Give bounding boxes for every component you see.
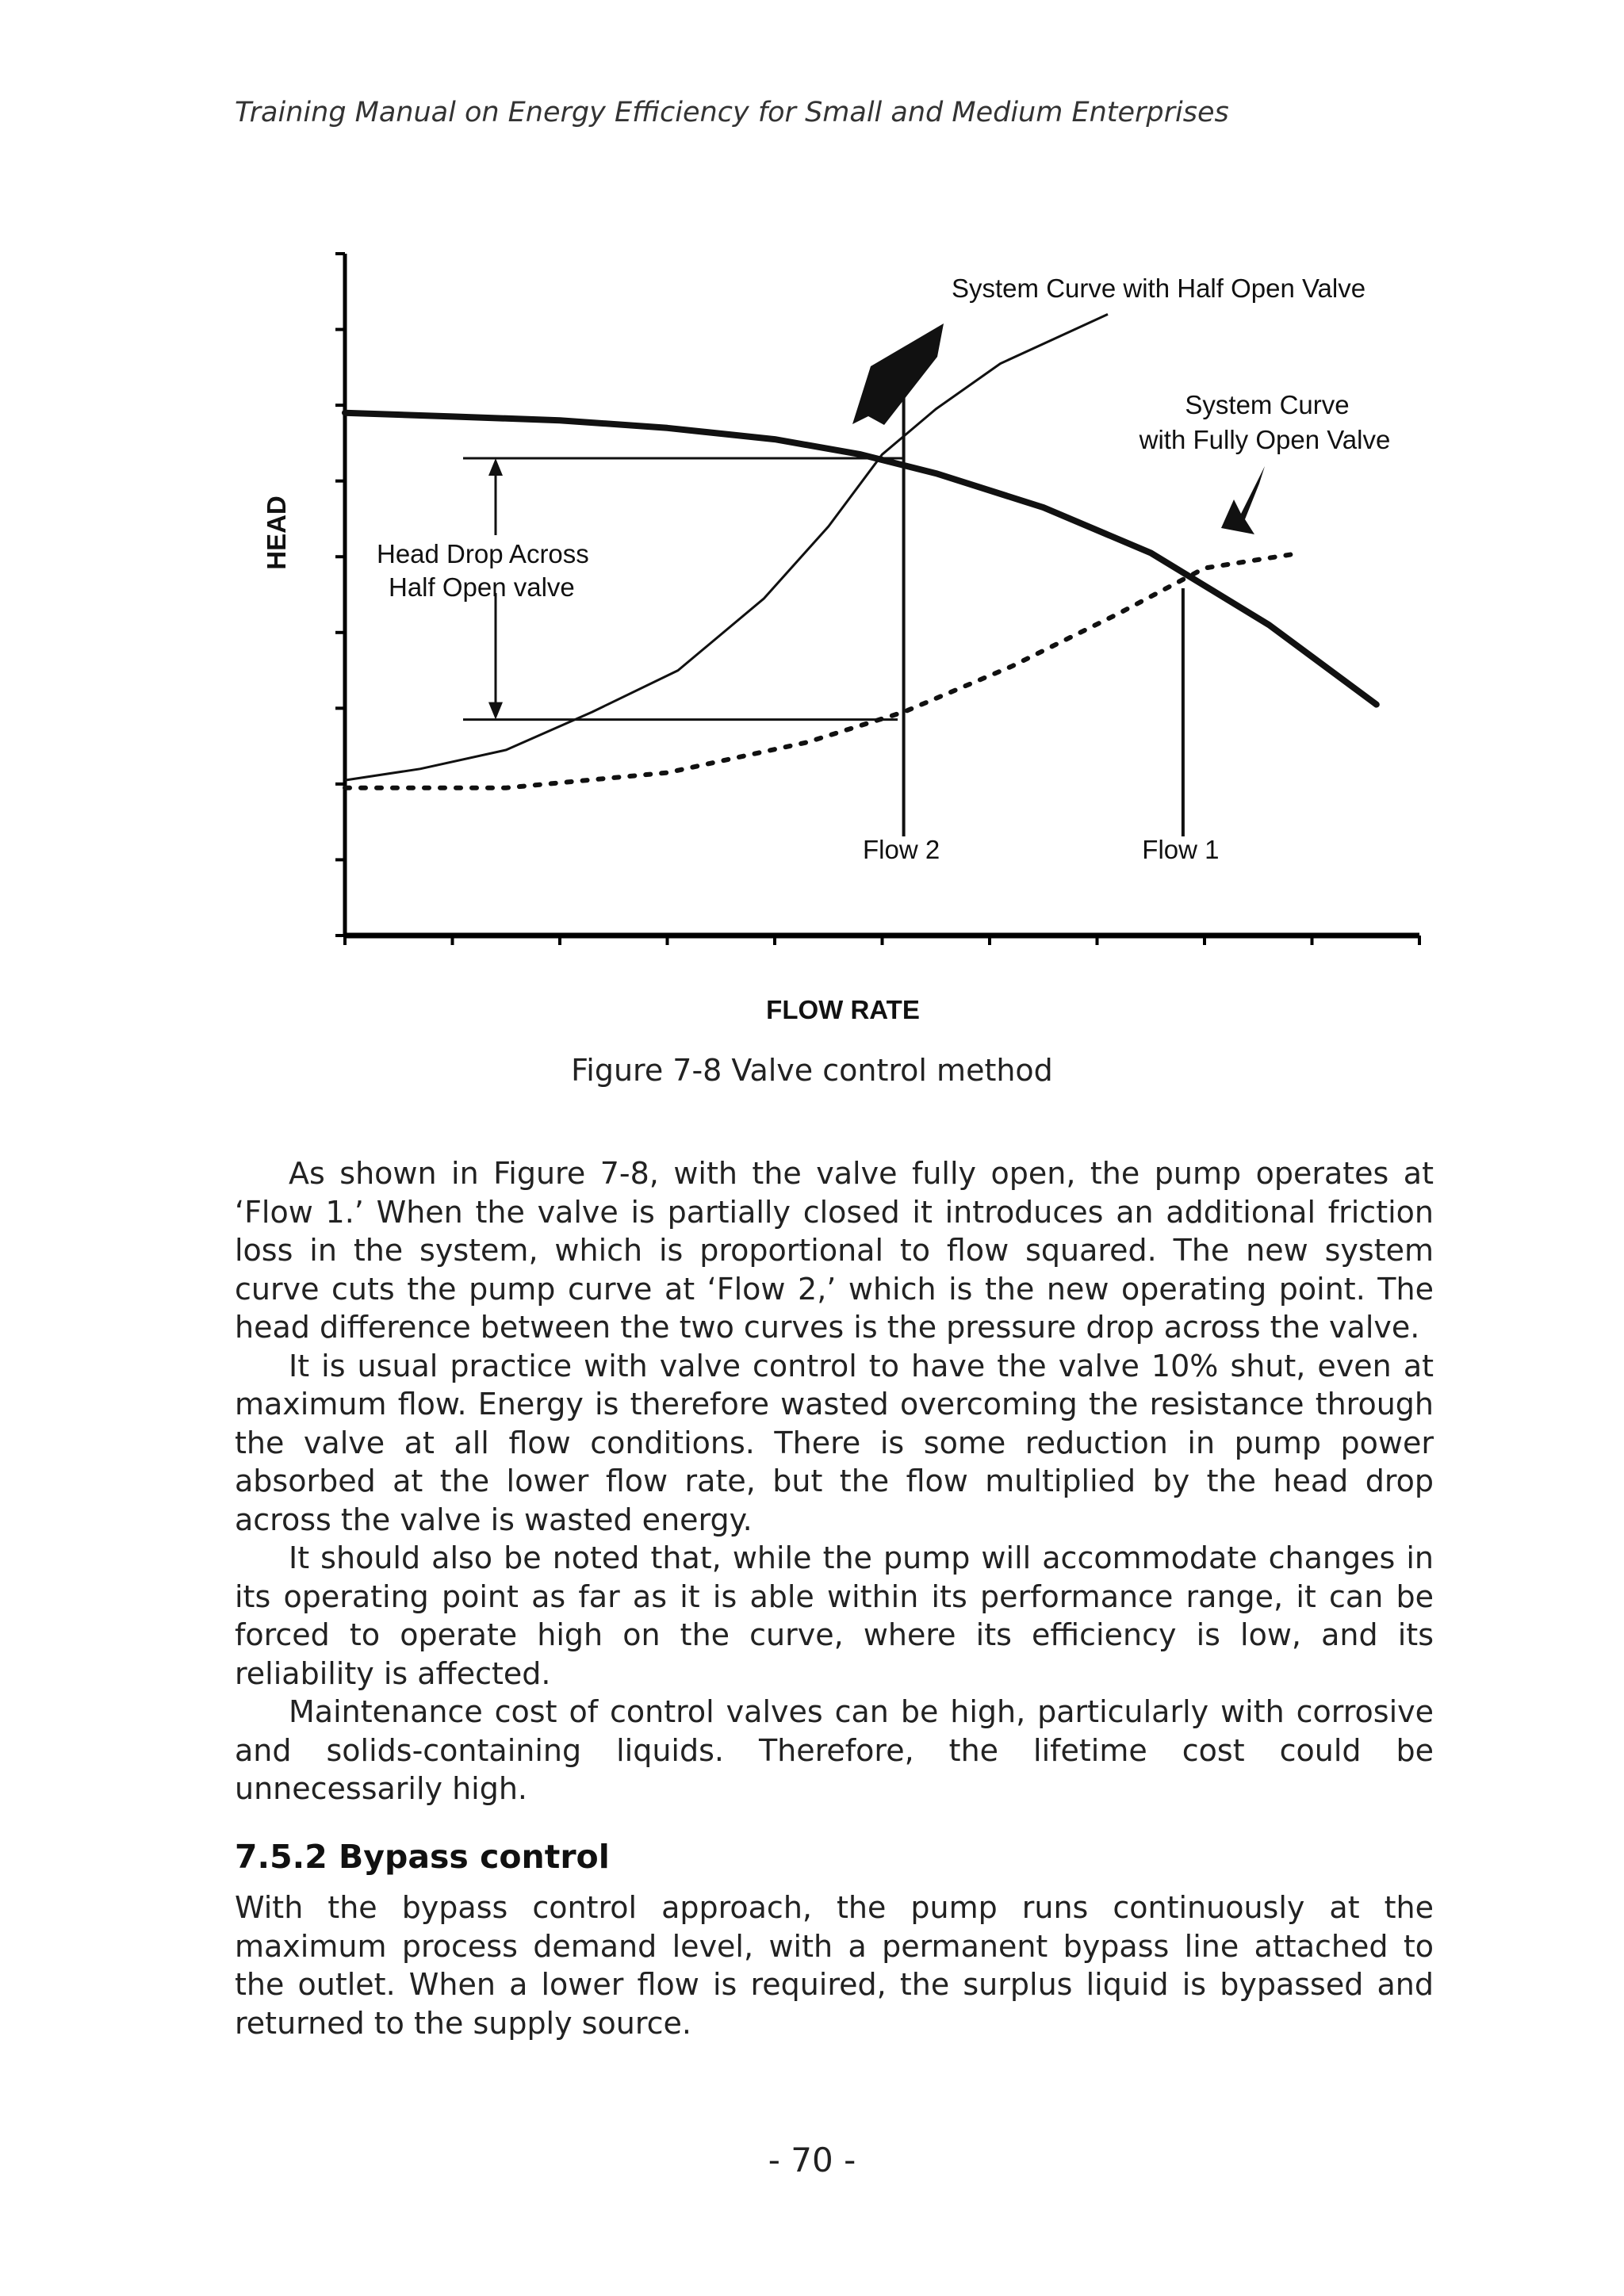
running-header: Training Manual on Energy Efficiency for Small and Medium Enterprises (235, 97, 1229, 128)
label-flow-2: Flow 2 (862, 835, 940, 864)
label-head-drop: Head Drop Across (377, 539, 589, 568)
head-drop-arrow-up (488, 458, 503, 476)
arrow-fully-open-valve (1221, 466, 1265, 534)
paragraph: It should also be noted that, while the pump will accommodate changes in its operating point as far as it is able within its performance range, it can be forced to operate high on the curve, where its efficiency is low, and its reliability is affected. (235, 1540, 1434, 1691)
y-axis-label: HEAD (262, 496, 291, 570)
paragraph: It is usual practice with valve control to have the valve 10% shut, even at maximum flow. Energy is therefore wasted overcoming the resistance through the valve at all flow conditions. There is some reduction in pump power absorbed at the lower flow rate, but the flow multiplied by the head drop across the valve is wasted energy. (235, 1348, 1434, 1537)
label-flow-1: Flow 1 (1142, 835, 1220, 864)
x-axis-label: FLOW RATE (766, 995, 920, 1024)
label-fully-open-valve-curve: with Fully Open Valve (1139, 425, 1391, 454)
label-fully-open-valve-curve: System Curve (1185, 390, 1350, 419)
valve-control-chart (254, 238, 1443, 1047)
body-text (235, 1154, 1434, 1808)
paragraph: With the bypass control approach, the pump runs continuously at the maximum process demand level, with a permanent bypass line attached to the outlet. When a lower flow is required, the surplus liquid is bypassed and returned to the supply source. (235, 1890, 1434, 2041)
chart-annotation-layer (377, 274, 1390, 864)
head-drop-arrow-down (488, 702, 503, 720)
paragraph: As shown in Figure 7-8, with the valve fully open, the pump operates at ‘Flow 1.’ When the valve is partially closed it introduces an additional friction loss in the system, which is proportional to flow squared. The new system curve cuts the pump curve at ‘Flow 2,’ which is the new operating point. The head difference between the two curves is the pressure drop across the valve. (235, 1156, 1434, 1345)
section-body-text (235, 1888, 1434, 2042)
page-number: - 70 - (768, 2141, 856, 2179)
figure-caption: Figure 7-8 Valve control method (571, 1053, 1053, 1088)
section-heading: 7.5.2 Bypass control (235, 1838, 610, 1876)
label-half-open-valve-curve: System Curve with Half Open Valve (952, 274, 1366, 303)
paragraph: Maintenance cost of control valves can be high, particularly with corrosive and solids-containing liquids. Therefore, the lifetime cost could be unnecessarily high. (235, 1694, 1434, 1806)
arrow-half-open-valve (852, 323, 944, 425)
label-head-drop: Half Open valve (389, 572, 575, 602)
